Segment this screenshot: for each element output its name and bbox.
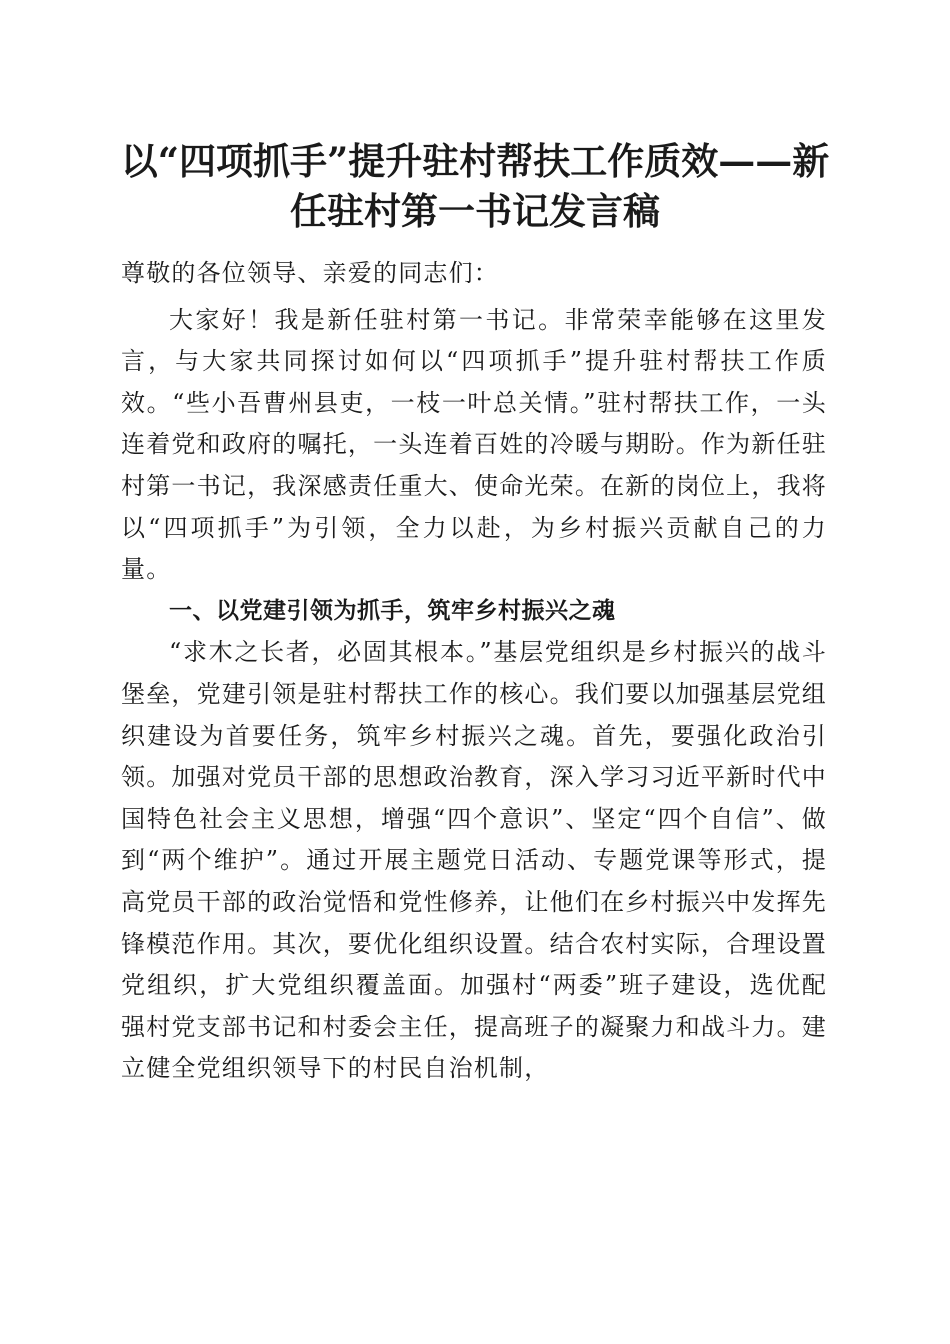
document-title: 以“四项抓手”提升驻村帮扶工作质效——新任驻村第一书记发言稿 — [120, 139, 830, 233]
section-heading-1: 一、以党建引领为抓手，筑牢乡村振兴之魂 — [169, 597, 616, 624]
section-1-paragraph: “求木之长者，必固其根本。”基层党组织是乡村振兴的战斗堡垒，党建引领是驻村帮扶工作的核心。我们要以加强基层党组织建设为首要任务，筑牢乡村振兴之魂。首先，要强化政治引领。加强对党员干部的思想政治教育，深入学习习近平新时代中国特色社会主义思想，增强“四个意识”、坚定“四个自信”、做到“两个维护”。通过开展主题党日活动、专题党课等形式，提高党员干部的政治觉悟和党性修养，让他们在乡村振兴中发挥先锋模范作用。其次，要优化组织设置。结合农村实际，合理设置党组织，扩大党组织覆盖面。加强村“两委”班子建设，选优配强村党支部书记和村委会主任，提高班子的凝聚力和战斗力。建立健全党组织领导下的村民自治机制， — [121, 638, 827, 1083]
opening-paragraph: 大家好！我是新任驻村第一书记。非常荣幸能够在这里发言，与大家共同探讨如何以“四项抓手”提升驻村帮扶工作质效。“些小吾曹州县吏，一枝一叶总关情。”驻村帮扶工作，一头连着党和政府的嘱托，一头连着百姓的冷暖与期盼。作为新任驻村第一书记，我深感责任重大、使命光荣。在新的岗位上，我将以“四项抓手”为引领，全力以赴，为乡村振兴贡献自己的力量。 — [121, 305, 827, 584]
document-body — [121, 250, 827, 1090]
salutation: 尊敬的各位领导、亲爱的同志们： — [121, 259, 499, 287]
